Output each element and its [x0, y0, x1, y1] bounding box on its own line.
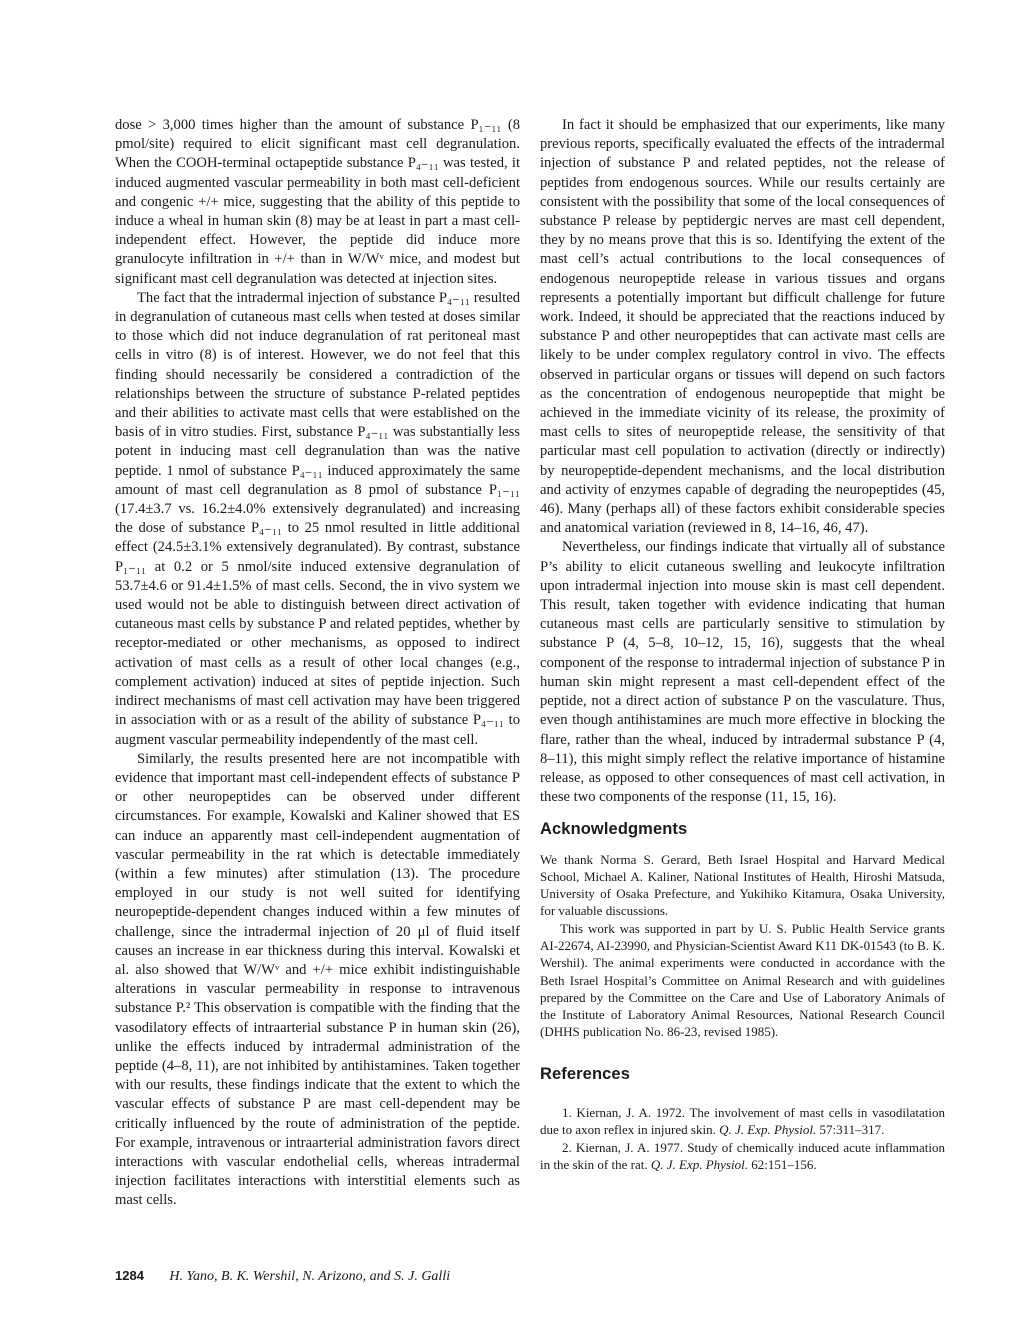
body-paragraph: Nevertheless, our findings indicate that virtually all of substance P’s ability to elicit cutaneous swelling and leukocyte infiltration upon intradermal injection into mouse skin is mast cell dependent. This result, taken together with evidence indicating that human cutaneous mast cells are particularly sensitive to stimulation by substance P (4, 5–8, 10–12, 15, 16), suggests that the wheal component of the response to intradermal injection of substance P in human skin might represent a mast cell-dependent effect of the peptide, not a direct action of substance P on the vasculature. Thus, even though antihistamines are much more effective in blocking the flare, rather than the wheal, induced by intradermal substance P (4, 8–11), this might simply reflect the relative importance of histamine release, as opposed to other consequences of mast cell activation, in these two components of the response (11, 15, 16).	[540, 539, 945, 806]
reference-journal: Q. J. Exp. Physiol.	[650, 1156, 748, 1172]
acknowledgments-paragraph: This work was supported in part by U. S. Public Health Service grants AI-22674, AI-23990, and Physician-Scientist Award K11 DK-01543 (to B. K. Wershil). The animal experiments were conducted in accordance with the Beth Israel Hospital’s Committee on Animal Research and with guidelines prepared by the Committee on the Care and Use of Laboratory Animals of the Institute of Laboratory Animal Resources, National Research Council (DHHS publication No. 86-23, revised 1985).	[540, 920, 945, 1040]
reference-pages: 57:311–317.	[819, 1122, 885, 1138]
acknowledgments-section	[540, 851, 945, 1041]
references-list	[540, 1104, 945, 1173]
page-footer	[115, 1268, 450, 1285]
acknowledgments-heading: Acknowledgments	[540, 820, 688, 839]
references-heading: References	[540, 1064, 630, 1083]
body-paragraph: In fact it should be emphasized that our experiments, like many previous reports, specifically evaluated the effects of the intradermal injection of substance P and related peptides, not the release of peptides from endogenous sources. While our results certainly are consistent with the possibility that some of the local consequences of substance P release by peptidergic nerves are mast cell dependent, they by no means prove that this is so. Identifying the extent of the mast cell’s actual contributions to the local consequences of endogenous neuropeptide release in various tissues and organs represents a potentially important but difficult challenge for future work. Indeed, it should be appreciated that the reactions induced by substance P and other neuropeptides that can activate mast cells are likely to be under complex regulatory control in vivo. The effects observed in particular organs or tissues will depend on such factors as the concentration of endogenous neuropeptide that might be achieved in the immediate vicinity of its release, the proximity of mast cells to sites of neuropeptide release, the sensitivity of that particular mast cell population to activation (directly or indirectly) by neuropeptide-dependent mechanisms, and the local distribution and activity of enzymes capable of degrading the neuropeptides (45, 46). Many (perhaps all) of these factors exhibit considerable species and anatomical variation (reviewed in 8, 14–16, 46, 47).	[540, 117, 945, 537]
body-paragraph: dose > 3,000 times higher than the amount of substance P₁₋₁₁ (8 pmol/site) required to elicit significant mast cell degranulation. When the COOH-terminal octapeptide substance P₄₋₁₁ was tested, it induced augmented vascular permeability in both mast cell-deficient and congenic +/+ mice, suggesting that the ability of this peptide to induce a wheal in human skin (8) may be at least in part a mast cell-independent effect. However, the peptide did induce more granulocyte infiltration in +/+ than in W/Wᵛ mice, and modest but significant mast cell degranulation was detected at injection sites.	[115, 117, 520, 287]
reference-pages: 62:151–156.	[751, 1156, 817, 1172]
reference-item	[540, 1104, 945, 1139]
reference-text: 1. Kiernan, J. A. 1972. The involvement of mast cells in vasodilatation due to axon reflex in injured skin.	[540, 1104, 945, 1138]
left-column	[115, 116, 520, 1211]
reference-item	[540, 1139, 945, 1174]
right-column	[540, 116, 945, 1173]
page-number: 1284	[115, 1268, 144, 1283]
body-paragraph: The fact that the intradermal injection of substance P₄₋₁₁ resulted in degranulation of cutaneous mast cells when tested at doses similar to those which did not induce degranulation of rat peritoneal mast cells in vitro (8) is of interest. However, we do not feel that this finding should necessarily be considered a contradiction of the relationships between the structure of substance P-related peptides and their abilities to activate mast cells that were established on the basis of in vitro studies. First, substance P₄₋₁₁ was substantially less potent in inducing mast cell degranulation than was the native peptide. 1 nmol of substance P₄₋₁₁ induced approximately the same amount of mast cell degranulation as 8 pmol of substance P₁₋₁₁ (17.4±3.7 vs. 16.2±4.0% extensively degranulated) and increasing the dose of substance P₄₋₁₁ to 25 nmol resulted in little additional effect (24.5±3.1% extensively degranulated). By contrast, substance P₁₋₁₁ at 0.2 or 5 nmol/site induced extensive degranulation of 53.7±4.6 or 91.4±1.5% of mast cells. Second, the in vivo system we used would not be able to distinguish between direct activation of cutaneous mast cells by substance P and related peptides, whether by receptor-mediated or other mechanisms, as opposed to indirect activation of mast cells as a result of other local changes (e.g., complement activation) induced at sites of peptide injection. Such indirect mechanisms of mast cell activation may have been triggered in association with or as a result of the ability of substance P₄₋₁₁ to augment vascular permeability independently of the mast cell.	[115, 289, 520, 748]
reference-journal: Q. J. Exp. Physiol.	[719, 1122, 817, 1138]
acknowledgments-paragraph: We thank Norma S. Gerard, Beth Israel Hospital and Harvard Medical School, Michael A. Kaliner, National Institutes of Health, Hiroshi Matsuda, University of Osaka Prefecture, and Yukihiko Kitamura, Osaka University, for valuable discussions.	[540, 851, 945, 919]
body-paragraph: Similarly, the results presented here are not incompatible with evidence that important mast cell-independent effects of substance P or other neuropeptides can be observed under different circumstances. For example, Kowalski and Kaliner showed that ES can induce an apparently mast cell-independent augmentation of vascular permeability in the rat which is detectable immediately (within a few minutes) after stimulation (13). The procedure employed in our study is not well suited for identifying neuropeptide-dependent changes induced within a few minutes of challenge, since the intradermal injection of 20 μl of fluid itself causes an increase in ear thickness during this interval. Kowalski et al. also showed that W/Wᵛ and +/+ mice exhibit indistinguishable alterations in vascular permeability in response to intravenous substance P.² This observation is compatible with the finding that the vasodilatory effects of intraarterial substance P in human skin (26), unlike the effects induced by intradermal administration of the peptide (4–8, 11), are not inhibited by antihistamines. Taken together with our results, these findings indicate that the extent to which the vascular effects of substance P are mast cell-dependent may be critically influenced by the route of administration of the peptide. For example, intravenous or intraarterial administration favors direct interactions with vascular endothelial cells, whereas intradermal injection facilitates interactions with interstitial elements such as mast cells.	[115, 750, 520, 1209]
reference-text: 2. Kiernan, J. A. 1977. Study of chemically induced acute inflammation in the skin of the rat.	[540, 1139, 945, 1172]
running-authors: H. Yano, B. K. Wershil, N. Arizono, and S. J. Galli	[169, 1269, 451, 1284]
